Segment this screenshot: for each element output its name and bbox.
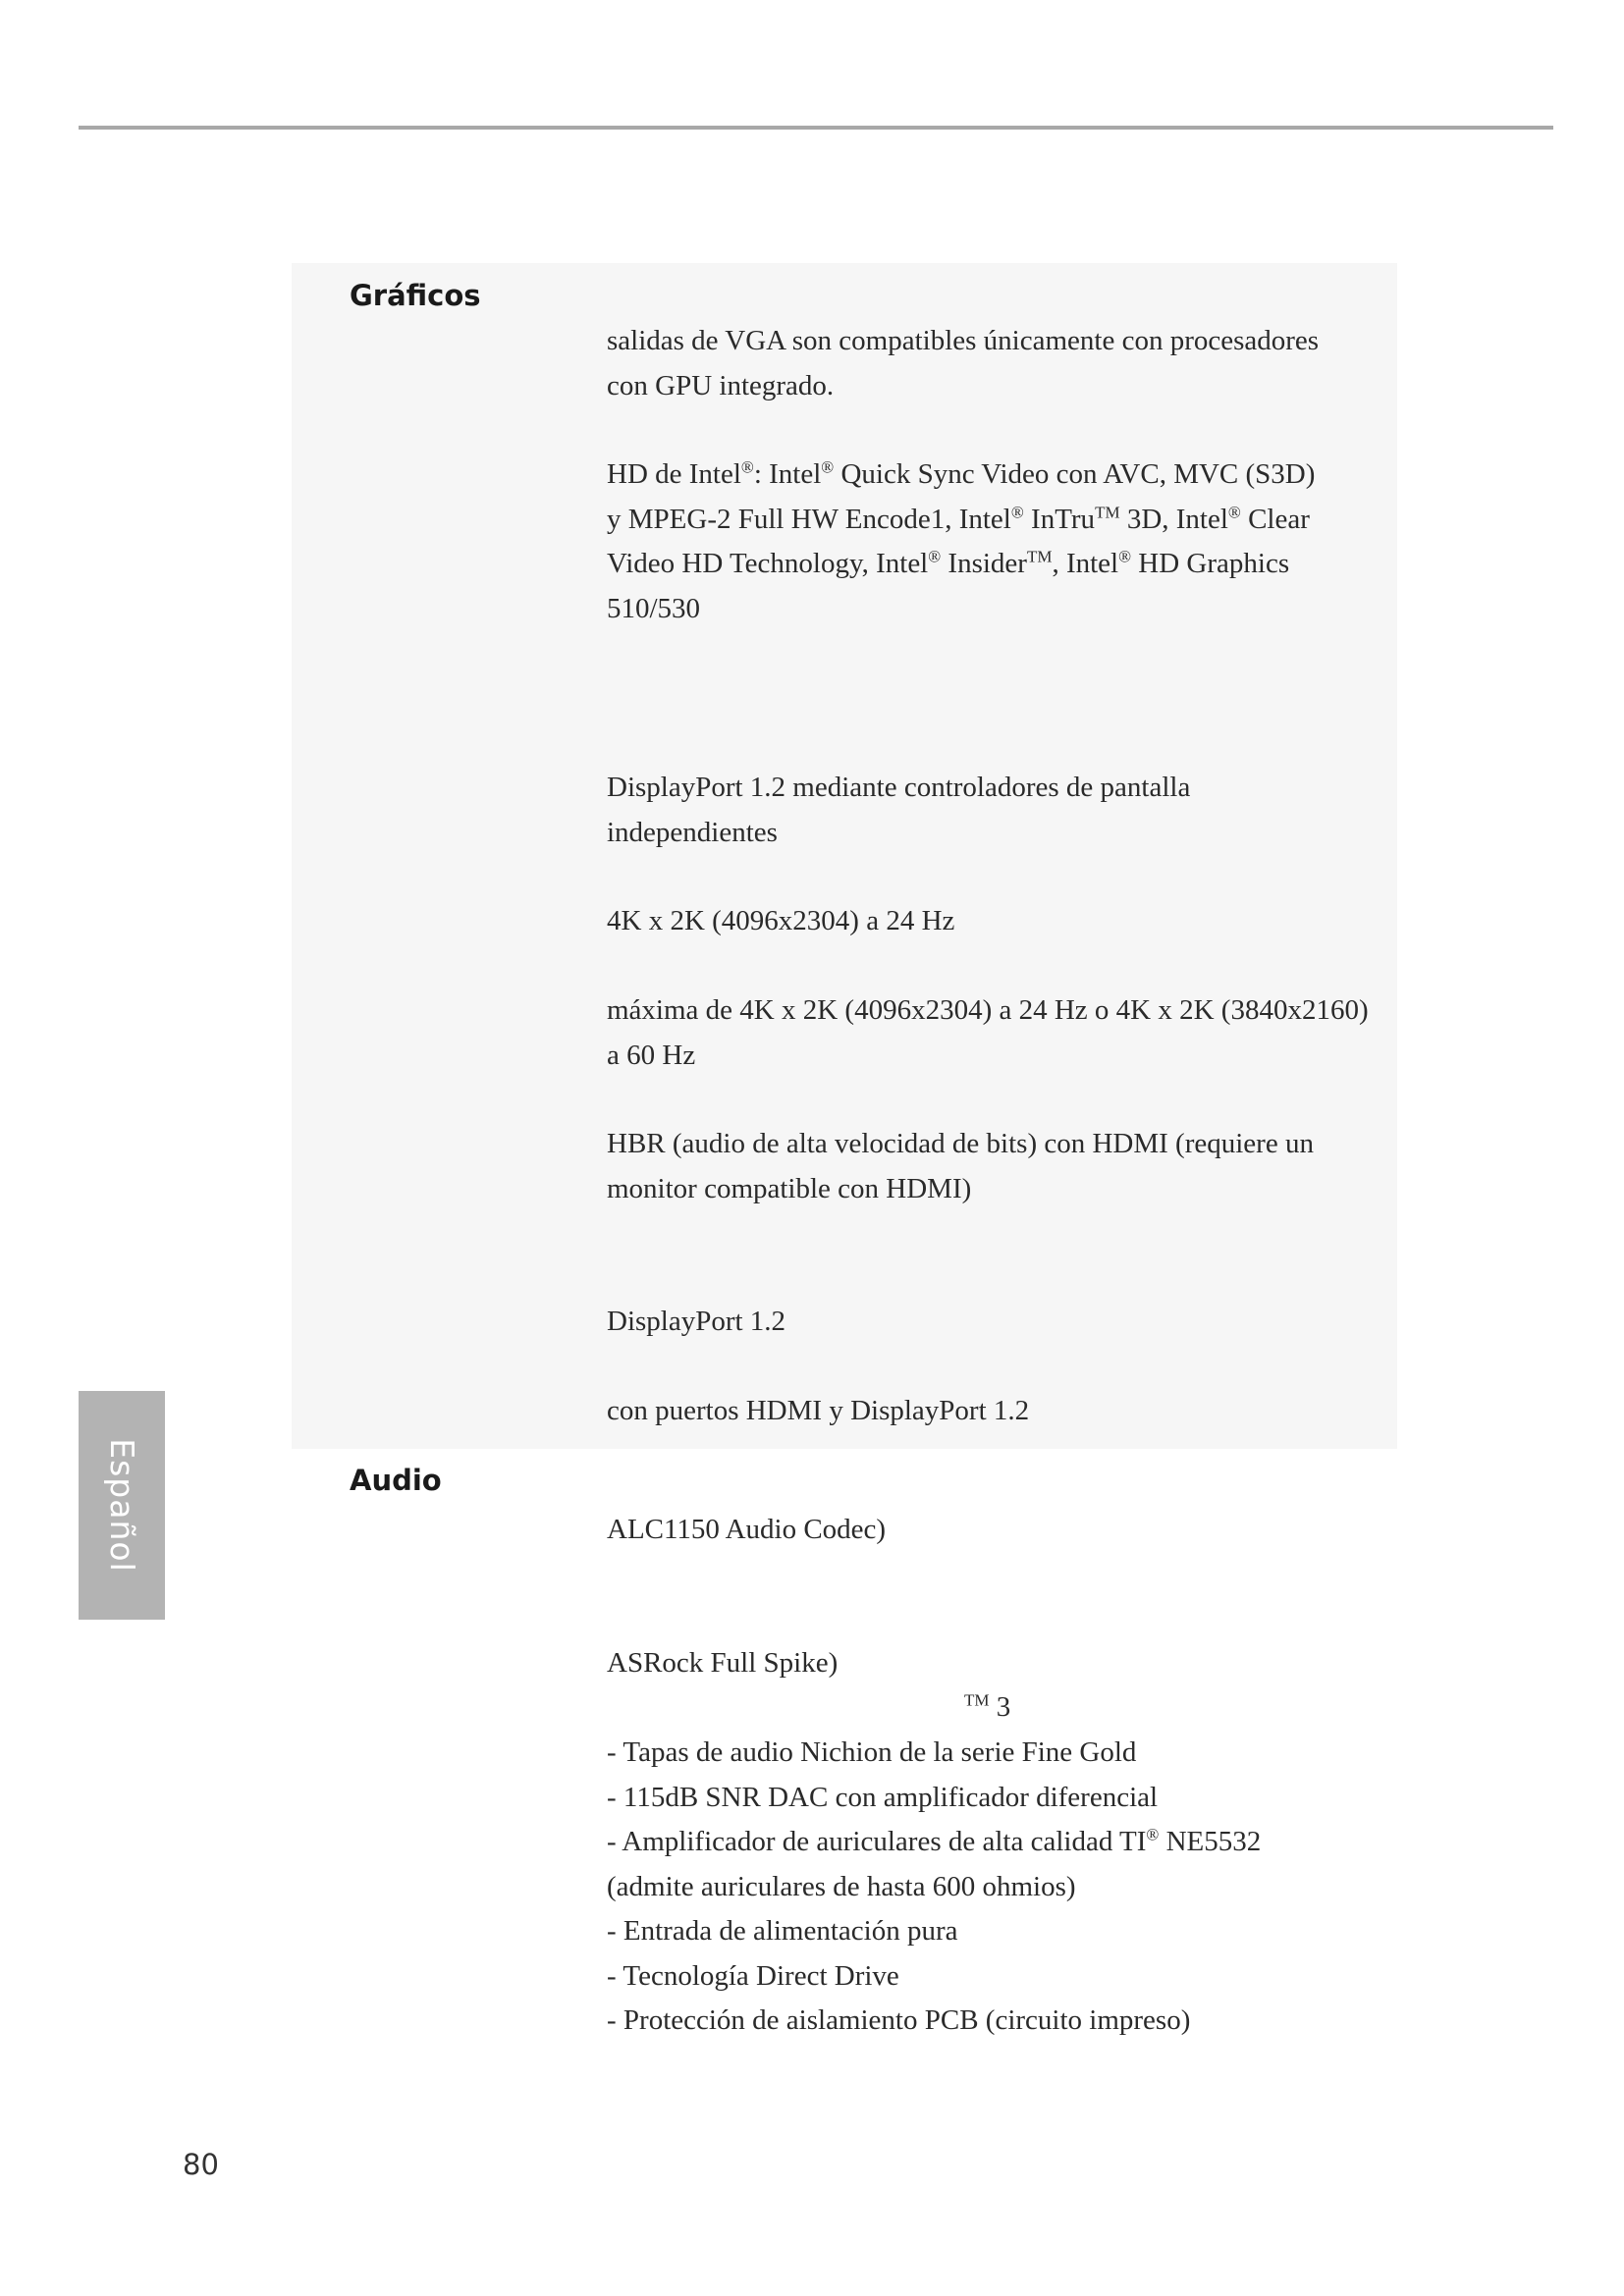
graphics-paragraph-intel-features <box>607 453 1373 631</box>
graphics-heading: Gráficos <box>350 279 481 312</box>
text-fragment: , Intel <box>1052 548 1119 579</box>
audio-feature-list <box>607 1731 1373 2044</box>
registered-mark: ® <box>928 547 942 566</box>
language-label: Español <box>102 1438 141 1573</box>
registered-mark: ® <box>1118 547 1132 566</box>
graphics-paragraph-resolution: 4K x 2K (4096x2304) a 24 Hz <box>607 905 955 936</box>
list-item: - Tapas de audio Nichion de la serie Fine Gold <box>607 1736 1137 1768</box>
text-fragment: Quick Sync Video con AVC, MVC (S3D) <box>834 458 1316 490</box>
text-fragment: NE5532 <box>1159 1826 1262 1857</box>
graphics-paragraph-hbr-audio <box>607 1122 1373 1211</box>
audio-tm-fragment <box>964 1685 1010 1731</box>
text-fragment: HD de Intel <box>607 458 741 490</box>
text-line: salidas de VGA son compatibles únicamente con procesadores <box>607 325 1320 356</box>
audio-paragraph-full-spike: ASRock Full Spike) <box>607 1647 839 1679</box>
text-line: 510/530 <box>607 592 701 624</box>
graphics-section-background <box>292 263 1397 1449</box>
text-line: monitor compatible con HDMI) <box>607 1172 972 1204</box>
audio-heading: Audio <box>350 1464 442 1497</box>
registered-mark: ® <box>1227 502 1241 521</box>
graphics-paragraph-vga <box>607 319 1373 408</box>
text-fragment: HD Graphics <box>1131 548 1290 579</box>
text-fragment: Video HD Technology, Intel <box>607 548 929 579</box>
list-item: - 115dB SNR DAC con amplificador diferencial <box>607 1781 1159 1813</box>
page-number: 80 <box>183 2148 219 2181</box>
graphics-paragraph-max-resolution <box>607 988 1373 1078</box>
text-line: DisplayPort 1.2 mediante controladores de pantalla <box>607 772 1191 803</box>
list-item: - Entrada de alimentación pura <box>607 1915 958 1947</box>
list-item: - Tecnología Direct Drive <box>607 1959 899 1992</box>
trademark-mark: TM <box>1095 502 1120 521</box>
text-fragment: 3 <box>996 1691 1011 1723</box>
text-fragment: InTru <box>1023 503 1096 535</box>
registered-mark: ® <box>1146 1825 1160 1844</box>
text-line: a 60 Hz <box>607 1039 696 1071</box>
top-rule <box>79 126 1553 130</box>
text-line: máxima de 4K x 2K (4096x2304) a 24 Hz o 4K x 2K (3840x2160) <box>607 994 1369 1026</box>
list-item: - Protección de aislamiento PCB (circuito impreso) <box>607 2004 1191 2036</box>
graphics-paragraph-displayport-controllers <box>607 766 1373 855</box>
text-fragment: - Amplificador de auriculares de alta calidad TI <box>607 1826 1147 1857</box>
text-fragment: Insider <box>941 548 1027 579</box>
text-line: independientes <box>607 816 778 848</box>
audio-paragraph-codec: ALC1150 Audio Codec) <box>607 1514 887 1545</box>
text-fragment: Clear <box>1240 503 1310 535</box>
language-side-tab <box>79 1391 165 1620</box>
text-fragment: : Intel <box>753 458 822 490</box>
text-line: con GPU integrado. <box>607 369 835 401</box>
graphics-paragraph-displayport: DisplayPort 1.2 <box>607 1306 786 1337</box>
trademark-mark: TM <box>1026 547 1053 566</box>
list-item <box>607 1826 1261 1857</box>
registered-mark: ® <box>821 457 835 477</box>
text-fragment: 3D, Intel <box>1119 503 1228 535</box>
registered-mark: ® <box>1010 502 1024 521</box>
text-fragment: y MPEG-2 Full HW Encode1, Intel <box>607 503 1011 535</box>
list-item: (admite auriculares de hasta 600 ohmios) <box>607 1870 1076 1902</box>
registered-mark: ® <box>740 457 754 477</box>
text-line: HBR (audio de alta velocidad de bits) con HDMI (requiere un <box>607 1128 1314 1159</box>
graphics-paragraph-ports: con puertos HDMI y DisplayPort 1.2 <box>607 1395 1030 1426</box>
trademark-mark: TM <box>964 1690 990 1710</box>
